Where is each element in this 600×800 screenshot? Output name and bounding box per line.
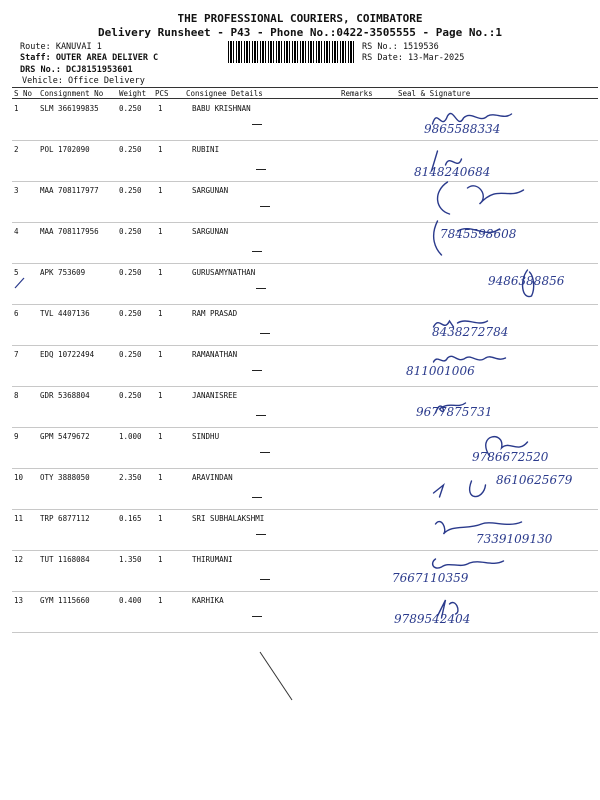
row-weight: 1.000 [119,432,142,441]
row-consignee-name: KARHIKA [192,596,224,605]
row-pcs: 1 [158,391,163,400]
col-seal-signature: Seal & Signature [398,89,471,98]
route-label: Route: KANUVAI 1 [20,42,102,52]
handwritten-phone: 9486388856 [488,274,565,288]
dash-mark [260,206,270,207]
row-sno: 1 [14,104,19,113]
row-weight: 2.350 [119,473,142,482]
row-consignment-no: MAA 708117956 [40,227,99,236]
handwritten-phone: 8438272784 [432,325,509,339]
header-top-rule [12,87,598,88]
dash-mark [256,534,266,535]
handwritten-phone: 9786672520 [472,450,549,464]
row-pcs: 1 [158,514,163,523]
row-divider [12,140,598,141]
row-pcs: 1 [158,186,163,195]
row-pcs: 1 [158,227,163,236]
row-weight: 0.250 [119,350,142,359]
handwritten-phone: 7845598608 [440,227,517,241]
col-weight: Weight [119,89,147,98]
row-sno: 5 [14,268,19,277]
row-consignment-no: TVL 4407136 [40,309,90,318]
row-sno: 9 [14,432,19,441]
row-divider [12,509,598,510]
row-consignment-no: GDR 5368804 [40,391,90,400]
header-bottom-rule [12,98,598,99]
row-consignee-name: BABU KRISHNAN [192,104,251,113]
row-consignment-no: APK 753609 [40,268,86,277]
row-consignment-no: MAA 708117977 [40,186,99,195]
row-pcs: 1 [158,473,163,482]
row-consignment-no: GPM 5479672 [40,432,90,441]
row-consignment-no: GYM 1115660 [40,596,90,605]
rs-date: RS Date: 13-Mar-2025 [362,53,465,63]
row-weight: 0.400 [119,596,142,605]
row-sno: 7 [14,350,19,359]
handwritten-phone: 8148240684 [414,165,491,179]
row-divider [12,386,598,387]
col-remarks: Remarks [341,89,373,98]
row-pcs: 1 [158,596,163,605]
handwritten-phone: 9865588334 [424,122,501,136]
row-divider [12,304,598,305]
rs-number: RS No.: 1519536 [362,42,439,52]
staff-label: Staff: OUTER AREA DELIVER C [20,53,159,63]
runsheet-title: Delivery Runsheet - P43 - Phone No.:0422-3505555 - Page No.:1 [98,26,502,39]
row-divider [12,632,598,633]
dash-mark [260,579,270,580]
row-weight: 0.250 [119,145,142,154]
row-sno: 13 [14,596,24,605]
signature-scribble [380,178,595,216]
col-pcs: PCS [155,89,169,98]
dash-mark [256,415,266,416]
dash-mark [252,370,262,371]
row-weight: 0.250 [119,186,142,195]
row-weight: 0.165 [119,514,142,523]
company-title: THE PROFESSIONAL COURIERS, COIMBATORE [177,12,423,25]
row-consignment-no: TUT 1168084 [40,555,90,564]
dash-mark [252,124,262,125]
dash-mark [256,288,266,289]
row-consignee-name: THIRUMANI [192,555,233,564]
col-consignee: Consignee Details [186,89,263,98]
row-divider [12,550,598,551]
col-consignment: Consignment No [40,89,104,98]
row-sno: 3 [14,186,19,195]
row-divider [12,345,598,346]
row-divider [12,263,598,264]
col-sno: S No [14,89,33,98]
row-divider [12,468,598,469]
row-divider [12,591,598,592]
row-pcs: 1 [158,309,163,318]
dash-mark [256,169,266,170]
row-consignment-no: OTY 3888050 [40,473,90,482]
row-weight: 0.250 [119,104,142,113]
row-consignment-no: TRP 6877112 [40,514,90,523]
row-weight: 0.250 [119,309,142,318]
row-weight: 0.250 [119,391,142,400]
barcode [228,41,356,63]
handwritten-phone: 9677875731 [416,405,493,419]
row-pcs: 1 [158,268,163,277]
row-consignment-no: SLM 366199835 [40,104,99,113]
row-sno: 11 [14,514,24,523]
vehicle-label: Vehicle: Office Delivery [22,76,145,86]
dash-mark [252,497,262,498]
handwritten-phone: 7339109130 [476,532,553,546]
row-weight: 0.250 [119,268,142,277]
row-consignee-name: SARGUNAN [192,186,229,195]
row-consignee-name: RUBINI [192,145,220,154]
row-pcs: 1 [158,555,163,564]
row-consignee-name: RAM PRASAD [192,309,238,318]
row-consignee-name: GURUSAMYNATHAN [192,268,256,277]
row-consignment-no: POL 1702090 [40,145,90,154]
handwritten-phone: 8610625679 [496,473,573,487]
row-consignee-name: RAMANATHAN [192,350,238,359]
row-consignee-name: ARAVINDAN [192,473,233,482]
handwritten-phone: 7667110359 [392,571,469,585]
row-consignee-name: JANANISREE [192,391,238,400]
dash-mark [260,452,270,453]
drs-number: DRS No.: DCJ8151953601 [20,65,133,75]
row-consignee-name: SARGUNAN [192,227,229,236]
row-pcs: 1 [158,432,163,441]
row-sno: 10 [14,473,24,482]
row-weight: 0.250 [119,227,142,236]
tick-mark [14,276,28,290]
dash-mark [252,616,262,617]
row-consignee-name: SRI SUBHALAKSHMI [192,514,265,523]
handwritten-phone: 811001006 [406,364,475,378]
handwritten-phone: 9789542404 [394,612,471,626]
row-sno: 12 [14,555,24,564]
row-sno: 6 [14,309,19,318]
row-sno: 4 [14,227,19,236]
pen-stroke-mark [258,650,298,706]
dash-mark [260,333,270,334]
row-weight: 1.350 [119,555,142,564]
row-consignee-name: SINDHU [192,432,220,441]
row-consignment-no: EDQ 10722494 [40,350,95,359]
row-sno: 2 [14,145,19,154]
row-divider [12,427,598,428]
row-pcs: 1 [158,350,163,359]
row-sno: 8 [14,391,19,400]
row-pcs: 1 [158,104,163,113]
row-pcs: 1 [158,145,163,154]
dash-mark [252,251,262,252]
